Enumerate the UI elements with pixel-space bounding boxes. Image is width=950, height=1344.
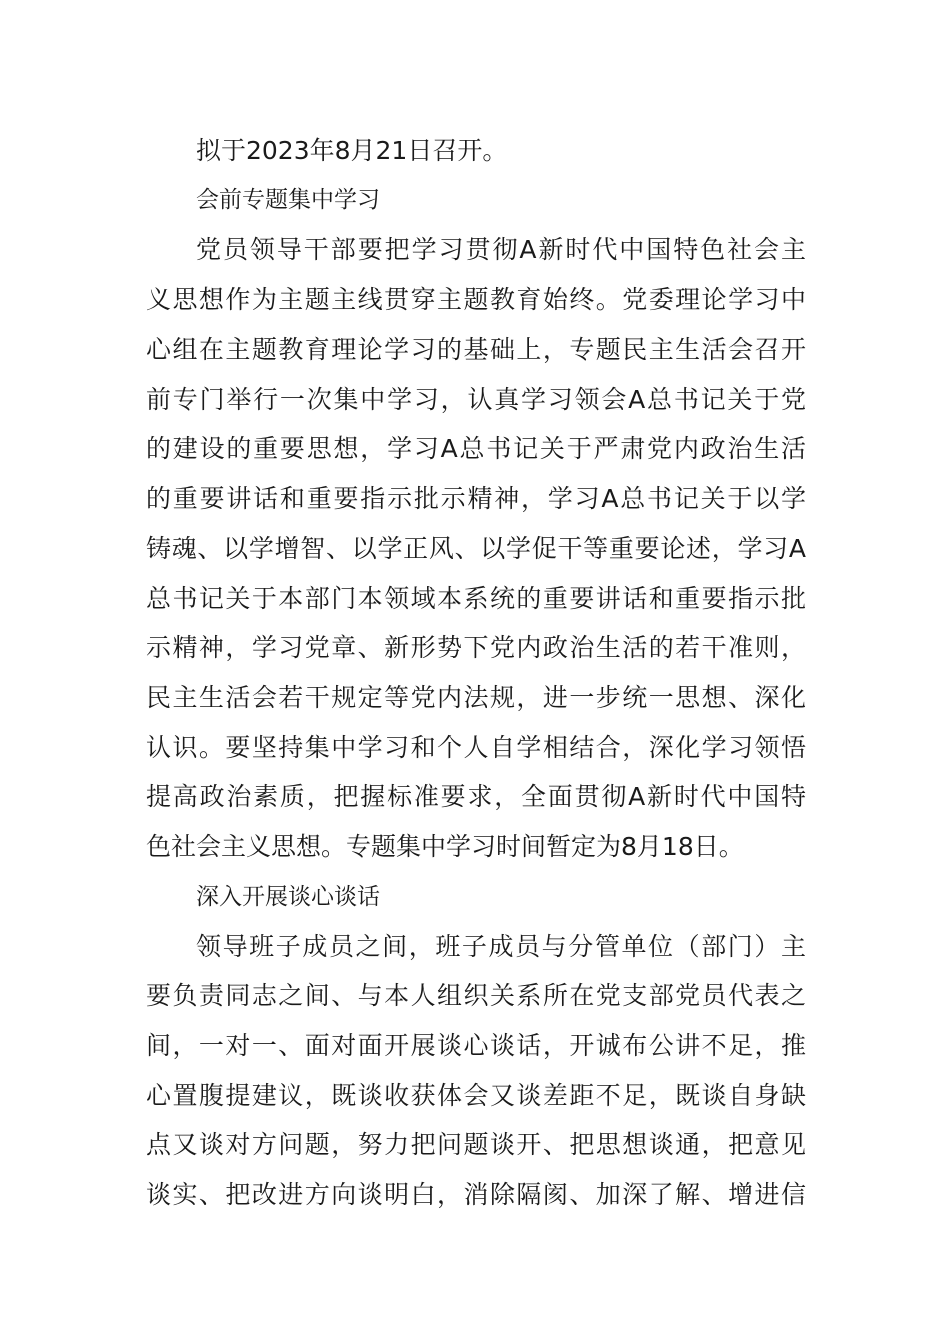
paragraph-line: 心置腹提建议，既谈收获体会又谈差距不足，既谈自身缺 [146, 1081, 806, 1110]
paragraph-line: 的重要讲话和重要指示批示精神，学习A总书记关于以学 [146, 484, 806, 513]
paragraph-line: 示精神，学习党章、新形势下党内政治生活的若干准则， [146, 633, 806, 662]
paragraph-line: 党员领导干部要把学习贯彻A新时代中国特色社会主 [196, 235, 806, 264]
paragraph-line: 谈实、把改进方向谈明白，消除隔阂、加深了解、增进信 [146, 1180, 806, 1209]
paragraph-line: 间，一对一、面对面开展谈心谈话，开诚布公讲不足，推 [146, 1031, 806, 1060]
paragraph-line: 认识。要坚持集中学习和个人自学相结合，深化学习领悟 [146, 733, 806, 762]
paragraph-line: 点又谈对方问题，努力把问题谈开、把思想谈通，把意见 [146, 1130, 806, 1159]
paragraph-line: 义思想作为主题主线贯穿主题教育始终。党委理论学习中 [146, 285, 806, 314]
paragraph-line: 拟于2023年8月21日召开。 [196, 136, 508, 165]
paragraph-line: 铸魂、以学增智、以学正风、以学促干等重要论述，学习A [146, 534, 806, 563]
paragraph-line: 要负责同志之间、与本人组织关系所在党支部党员代表之 [146, 981, 806, 1010]
paragraph-line: 色社会主义思想。专题集中学习时间暂定为8月18日。 [146, 832, 744, 861]
paragraph-line: 的建设的重要思想，学习A总书记关于严肃党内政治生活 [146, 434, 806, 463]
section-heading: 会前专题集中学习 [196, 187, 380, 213]
paragraph-line: 民主生活会若干规定等党内法规，进一步统一思想、深化 [146, 683, 806, 712]
paragraph-line: 领导班子成员之间，班子成员与分管单位（部门）主 [196, 932, 806, 961]
paragraph-line: 总书记关于本部门本领域本系统的重要讲话和重要指示批 [146, 584, 806, 613]
section-heading: 深入开展谈心谈话 [196, 884, 380, 910]
paragraph-line: 提高政治素质，把握标准要求，全面贯彻A新时代中国特 [146, 782, 806, 811]
paragraph-line: 前专门举行一次集中学习，认真学习领会A总书记关于党 [146, 385, 806, 414]
paragraph-line: 心组在主题教育理论学习的基础上，专题民主生活会召开 [146, 335, 806, 364]
